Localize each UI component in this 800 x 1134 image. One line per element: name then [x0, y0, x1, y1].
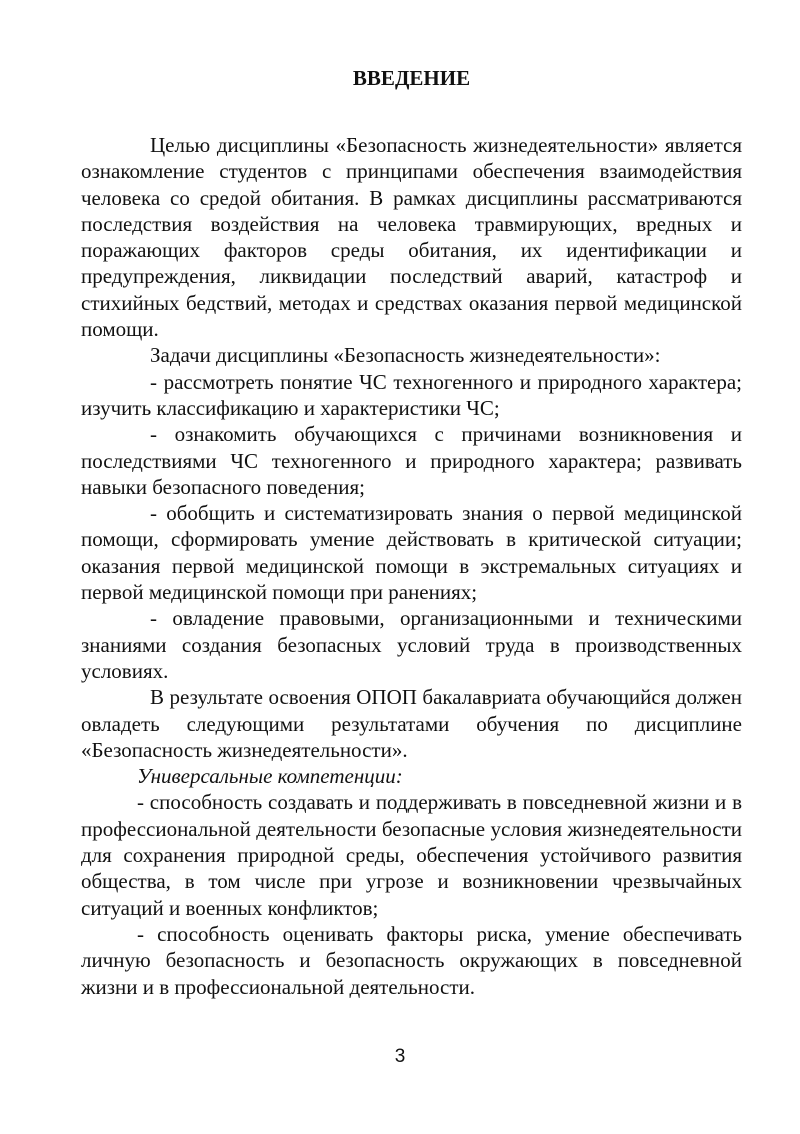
results-paragraph: В результате освоения ОПОП бакалавриата обучающийся должен овладеть следующими результатами обучения по дисциплине «Безопасность жизнедеятельности».: [81, 685, 742, 762]
task-item: - рассмотреть понятие ЧС техногенного и природного характера; изучить классификацию и характеристики ЧС;: [81, 369, 742, 420]
competency-item: - способность создавать и поддерживать в повседневной жизни и в профессиональной деятельности безопасные условия жизнедеятельности для сохранения природной среды, обеспечения устойчивого развития общества, в том числе при угрозе и возникновении чрезвычайных ситуаций и военных конфликтов;: [81, 790, 742, 920]
task-item: - обобщить и систематизировать знания о первой медицинской помощи, сформировать умение действовать в критической ситуации; оказания первой медицинской помощи в экстремальных ситуациях и первой медицинской помощи при ранениях;: [81, 501, 742, 605]
intro-paragraph: Целью дисциплины «Безопасность жизнедеятельности» является ознакомление студентов с принципами обеспечения взаимодействия человека со средой обитания. В рамках дисциплины рассматриваются последствия воздействия на человека травмирующих, вредных и поражающих факторов среды обитания, их идентификации и предупреждения, ликвидации последствий аварий, катастроф и стихийных бедствий, методах и средствах оказания первой медицинской помощи.: [81, 133, 742, 342]
task-item: - ознакомить обучающихся с причинами возникновения и последствиями ЧС техногенного и природного характера; развивать навыки безопасного поведения;: [81, 422, 742, 499]
task-item: - овладение правовыми, организационными и техническими знаниями создания безопасных условий труда в производственных условиях.: [81, 606, 742, 683]
document-page: [81, 66, 742, 1000]
tasks-heading-paragraph: Задачи дисциплины «Безопасность жизнедеятельности»:: [150, 343, 661, 368]
page-number: 3: [394, 1046, 406, 1067]
page-title: ВВЕДЕНИЕ: [352, 66, 471, 90]
competencies-heading: Универсальные компетенции:: [137, 764, 403, 789]
competency-item: - способность оценивать факторы риска, умение обеспечивать личную безопасность и безопасность окружающих в повседневной жизни и в профессиональной деятельности.: [81, 921, 742, 999]
